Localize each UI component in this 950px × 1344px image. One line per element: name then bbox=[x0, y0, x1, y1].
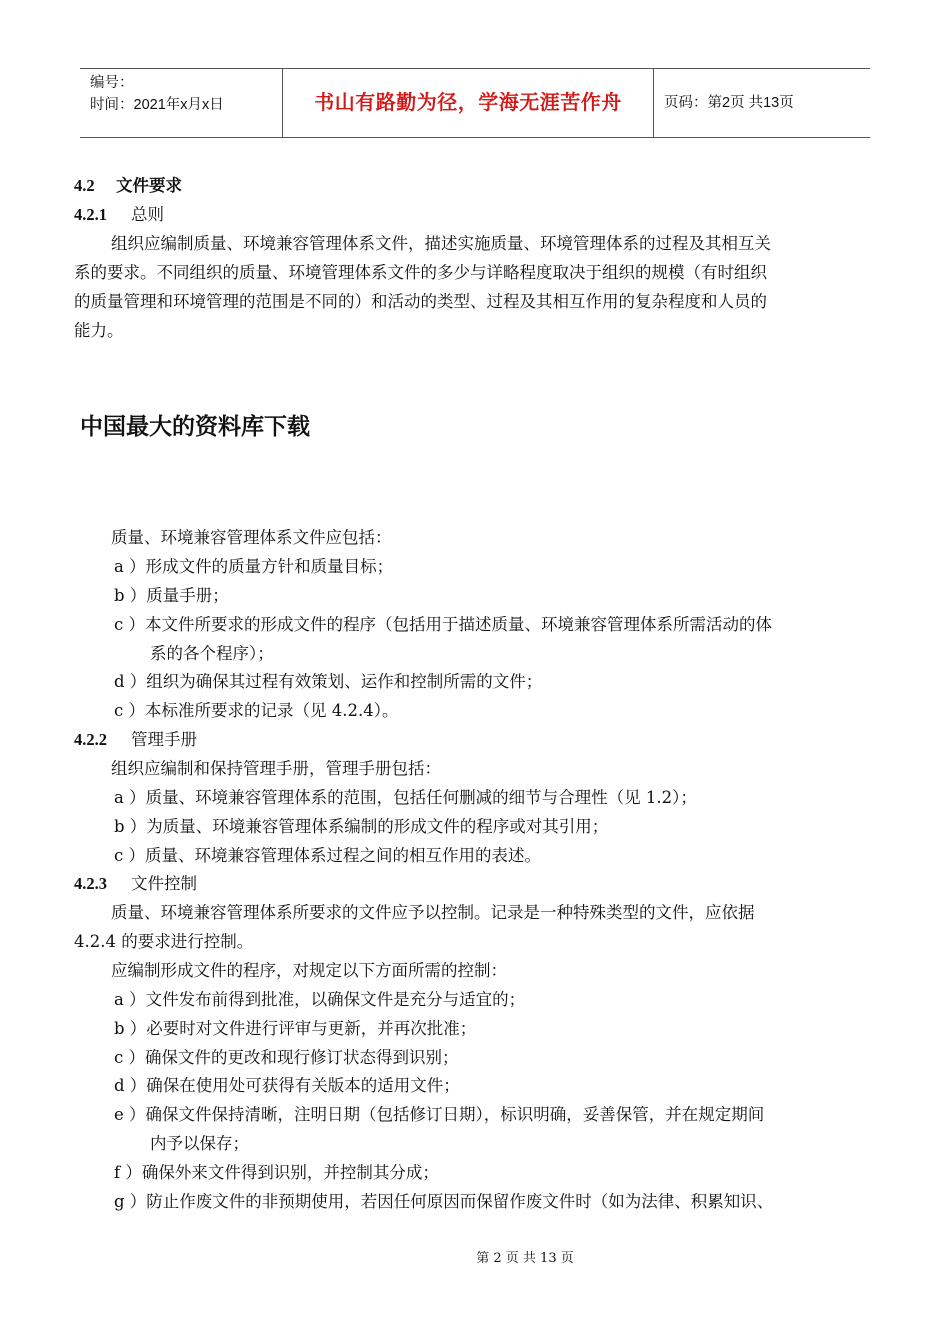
paragraph-line: 组织应编制质量、环境兼容管理体系文件，描述实施质量、环境管理体系的过程及其相互关 bbox=[111, 234, 771, 253]
section-number: 4.2.1 bbox=[74, 205, 107, 224]
list-item: b ）必要时对文件进行评审与更新，并再次批准； bbox=[114, 1019, 477, 1038]
list-item: d ）组织为确保其过程有效策划、运作和控制所需的文件； bbox=[114, 672, 543, 691]
list-item: b ）为质量、环境兼容管理体系编制的形成文件的程序或对其引用； bbox=[114, 817, 609, 836]
list-intro: 组织应编制和保持管理手册，管理手册包括： bbox=[111, 759, 441, 778]
header-number-label: 编号： bbox=[90, 75, 134, 91]
paragraph-line: 系的要求。不同组织的质量、环境管理体系文件的多少与详略程度取决于组织的规模（有时组织 bbox=[74, 263, 767, 282]
header-left-cell bbox=[80, 69, 282, 137]
section-4-2-1-heading bbox=[74, 204, 164, 226]
section-number: 4.2 bbox=[74, 176, 95, 195]
list-item-continuation: 内予以保存； bbox=[150, 1134, 249, 1153]
section-4-2-2-heading bbox=[74, 729, 197, 751]
section-title: 文件控制 bbox=[131, 874, 197, 893]
list-item: c ）确保文件的更改和现行修订状态得到识别； bbox=[114, 1048, 459, 1067]
list-item: c ）本文件所要求的形成文件的程序（包括用于描述质量、环境兼容管理体系所需活动的体 bbox=[114, 615, 772, 634]
paragraph-line: 4.2.4 的要求进行控制。 bbox=[74, 932, 254, 951]
paragraph-line: 的质量管理和环境管理的范围是不同的）和活动的类型、过程及其相互作用的复杂程度和人员的 bbox=[74, 292, 767, 311]
list-item: c ）本标准所要求的记录（见 4.2.4）。 bbox=[114, 701, 399, 720]
header-page-label: 页码：第2页 共13页 bbox=[664, 95, 794, 111]
list-item: a ）质量、环境兼容管理体系的范围，包括任何删减的细节与合理性（见 1.2）； bbox=[114, 788, 697, 807]
list-item: d ）确保在使用处可获得有关版本的适用文件； bbox=[114, 1076, 460, 1095]
section-4-2-heading bbox=[74, 175, 182, 197]
ad-heading: 中国最大的资料库下载 bbox=[80, 413, 310, 439]
header-time-label: 时间：2021年x月x日 bbox=[90, 97, 224, 113]
list-item: f ）确保外来文件得到识别，并控制其分成； bbox=[114, 1163, 439, 1182]
paragraph-line: 质量、环境兼容管理体系所要求的文件应予以控制。记录是一种特殊类型的文件，应依据 bbox=[111, 903, 755, 922]
list-item: a ）形成文件的质量方针和质量目标； bbox=[114, 557, 394, 576]
header-motto: 书山有路勤为径，学海无涯苦作舟 bbox=[282, 69, 654, 137]
section-number: 4.2.2 bbox=[74, 730, 107, 749]
list-item: c ）质量、环境兼容管理体系过程之间的相互作用的表述。 bbox=[114, 846, 541, 865]
list-item: b ）质量手册； bbox=[114, 586, 229, 605]
page-footer: 第 2 页 共 13 页 bbox=[476, 1251, 574, 1266]
list-item-continuation: 系的各个程序）； bbox=[150, 644, 274, 663]
section-title: 文件要求 bbox=[116, 176, 182, 195]
list-item: a ）文件发布前得到批准，以确保文件是充分与适宜的； bbox=[114, 990, 526, 1009]
list-intro: 应编制形成文件的程序，对规定以下方面所需的控制： bbox=[111, 961, 507, 980]
section-4-2-3-heading bbox=[74, 873, 197, 895]
paragraph-line: 能力。 bbox=[74, 321, 124, 340]
list-item: g ）防止作废文件的非预期使用，若因任何原因而保留作废文件时（如为法律、积累知识、 bbox=[114, 1192, 774, 1211]
list-intro: 质量、环境兼容管理体系文件应包括： bbox=[111, 528, 392, 547]
section-number: 4.2.3 bbox=[74, 874, 107, 893]
section-title: 总则 bbox=[131, 205, 164, 224]
list-item: e ）确保文件保持清晰，注明日期（包括修订日期），标识明确，妥善保管，并在规定期间 bbox=[114, 1105, 765, 1124]
section-title: 管理手册 bbox=[131, 730, 197, 749]
page-header bbox=[80, 68, 870, 138]
